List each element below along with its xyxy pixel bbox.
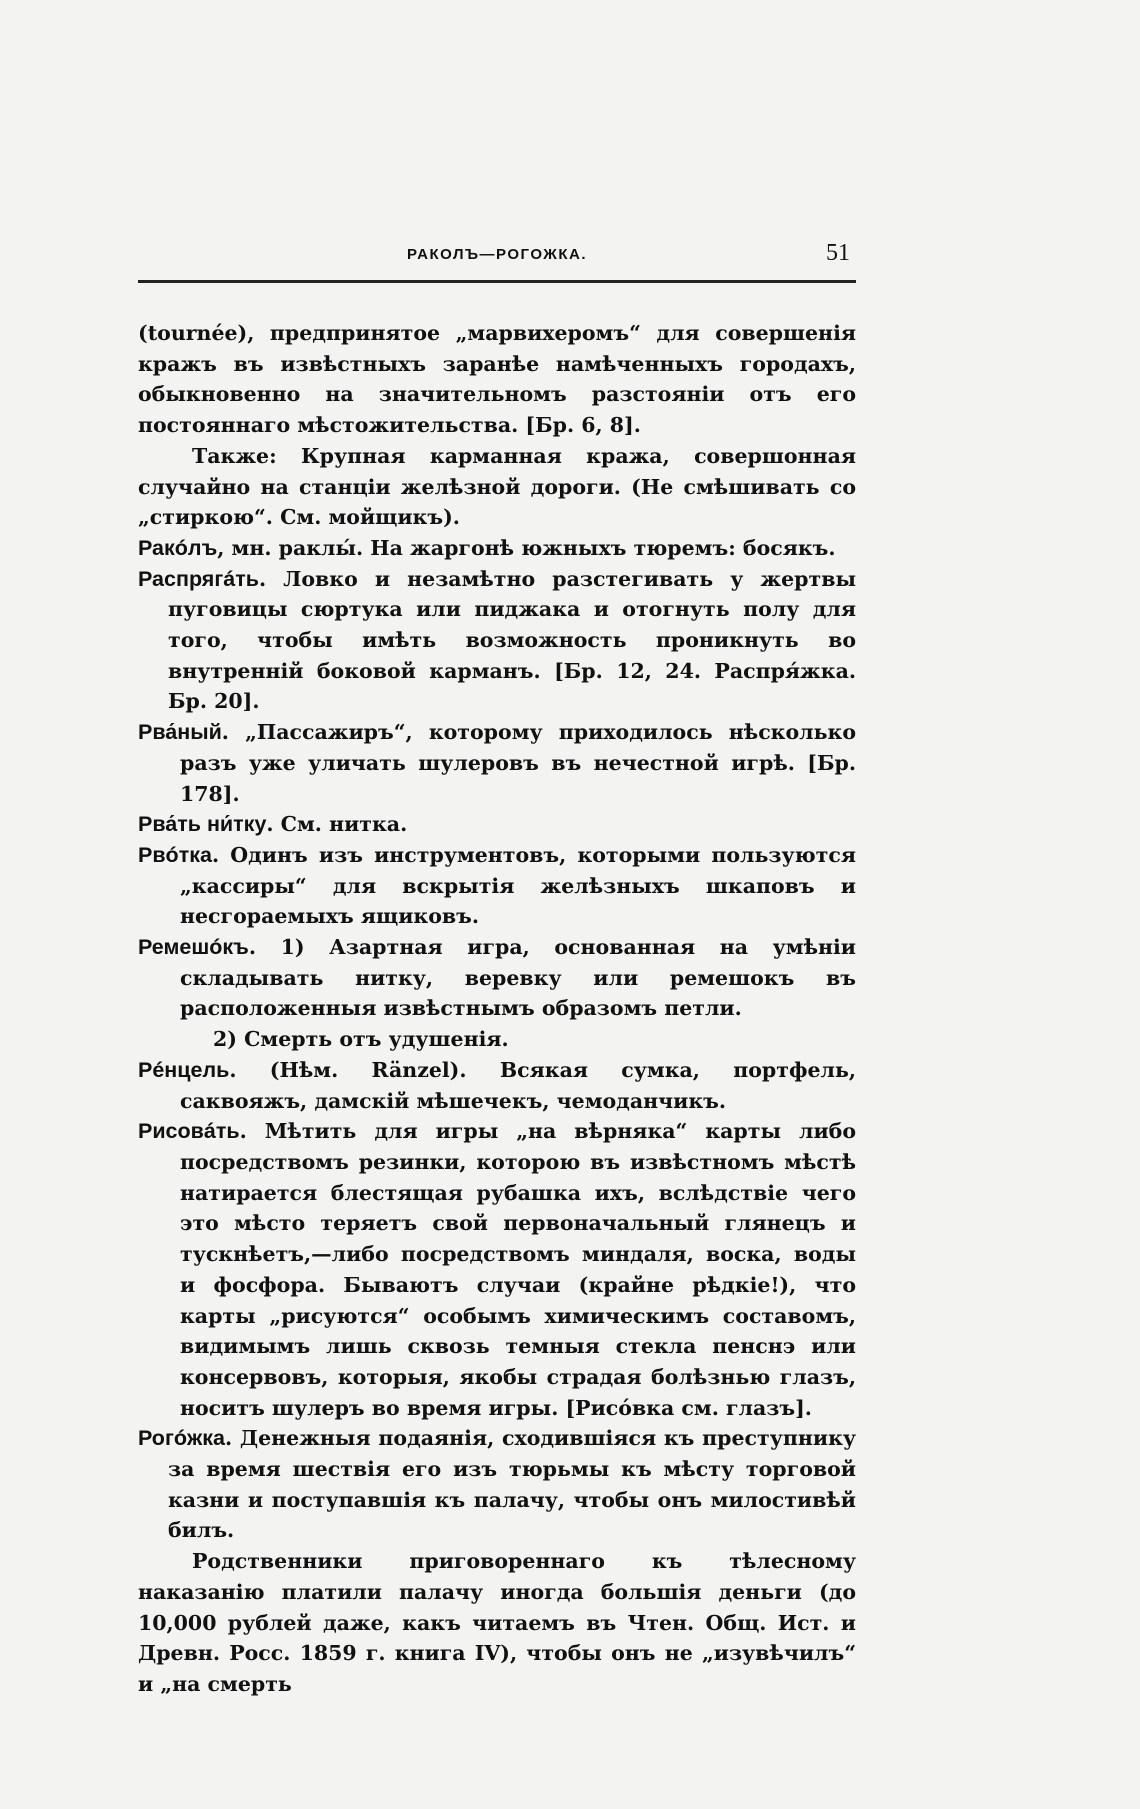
entry-rvat-nitku xyxy=(138,809,856,840)
entry-definition: . Одинъ изъ инструментовъ, которыми пользуются „кассиры“ для вскрытія желѣзныхъ шкаповъ и несгораемыхъ ящиковъ. xyxy=(180,842,856,929)
entry-remeshok-sense-2: 2) Смерть отъ удушенія. xyxy=(213,1027,509,1052)
entry-definition: . См. нитка. xyxy=(266,812,408,837)
entry-definition: , мн. раклы́. На жаргонѣ южныхъ тюремъ: босякъ. xyxy=(217,535,836,560)
entry-definition: . Денежныя подаянія, сходившіяся къ преступнику за время шествія его изъ тюрьмы къ мѣсту торговой казни и поступавшія къ палачу, чтобы онъ милостивѣй билъ. xyxy=(168,1426,856,1543)
entry-rakol xyxy=(138,533,856,564)
running-head: РАКОЛЪ—РОГОЖКА. xyxy=(407,246,587,263)
page-text xyxy=(138,318,856,1700)
entry-definition: . Мѣтить для игры „на вѣрняка“ карты либо посредствомъ резинки, которою въ извѣстномъ мѣстѣ натирается блестящая рубашка ихъ, вслѣдствіе чего это мѣсто теряетъ свой первоначальный глянецъ и тускнѣетъ,—либо посредствомъ миндаля, воска, воды и фосфора. Бываютъ случаи (крайне рѣдкіе!), что карты „рисуются“ особымъ химическимъ составомъ, видимымъ лишь сквозь темныя стекла пенснэ или консервовъ, которыя, якобы страдая болѣзнью глазъ, носитъ шулеръ во время игры. [Рисóвка см. глазъ]. xyxy=(180,1119,856,1420)
entry-headword: Ракóлъ xyxy=(138,535,218,560)
paragraph-rodstvenniki: Родственники приговореннаго къ тѣлесному наказанію платили палачу иногда большія деньги (до 10,000 рублей даже, какъ читаемъ въ Чтен. Общ. Ист. и Древн. Росс. 1859 г. книга IV), чтобы онъ не „изувѣчилъ“ и „на смерть xyxy=(138,1549,856,1696)
entry-risovat xyxy=(138,1116,856,1423)
entry-headword: Рва́ный xyxy=(138,720,222,745)
entry-remeshok xyxy=(138,932,856,1024)
page-number: 51 xyxy=(826,240,850,266)
entry-headword: Рогóжка xyxy=(138,1426,225,1451)
entry-definition: . „Пассажиръ“, которому приходилось нѣсколько разъ уже уличать шулеровъ въ нечестной игрѣ. [Бр. 178]. xyxy=(180,720,856,806)
entry-headword: Рвóтка xyxy=(138,842,212,867)
entry-headword: Рéнцель xyxy=(138,1057,230,1082)
paragraph-takzhe: Также: Крупная карманная кража, совершонная случайно на станціи желѣзной дороги. (Не смѣшивать со „стиркою“. См. мойщикъ). xyxy=(138,443,856,530)
entry-definition: . Ловко и незамѣтно разстегивать у жертвы пуговицы сюртука или пиджака и отогнуть полу для того, чтобы имѣть возможность проникнуть во внутренній боковой карманъ. [Бр. 12, 24. Распря́жка. Бр. 20]. xyxy=(168,566,856,714)
entry-rvotka xyxy=(138,840,856,932)
entry-rvanyi xyxy=(138,717,856,809)
entry-rogozhka xyxy=(138,1423,856,1546)
entry-headword: Ремешóкъ xyxy=(138,935,249,960)
page-header xyxy=(138,240,856,283)
entry-definition: . (Нѣм. Ränzel). Всякая сумка, портфель, саквояжъ, дамскій мѣшечекъ, чемоданчикъ. xyxy=(180,1057,856,1113)
entry-renzel xyxy=(138,1055,856,1116)
entry-raspryagat xyxy=(138,564,856,718)
entry-headword: Распрягáть xyxy=(138,566,260,591)
entry-headword: Рисовáть xyxy=(138,1119,240,1144)
entry-headword: Рва́ть ни́тку xyxy=(138,812,267,837)
entry-definition: . 1) Азартная игра, основанная на умѣніи складывать нитку, веревку или ремешокъ въ расположенныя извѣстнымъ образомъ петли. xyxy=(180,935,856,1021)
paragraph-continuation: (tournée), предпринятое „марвихеромъ“ для совершенія кражъ въ извѣстныхъ заранѣе намѣченныхъ городахъ, обыкновенно на значительномъ разстояніи отъ его постояннаго мѣстожительства. [Бр. 6, 8]. xyxy=(138,321,856,438)
